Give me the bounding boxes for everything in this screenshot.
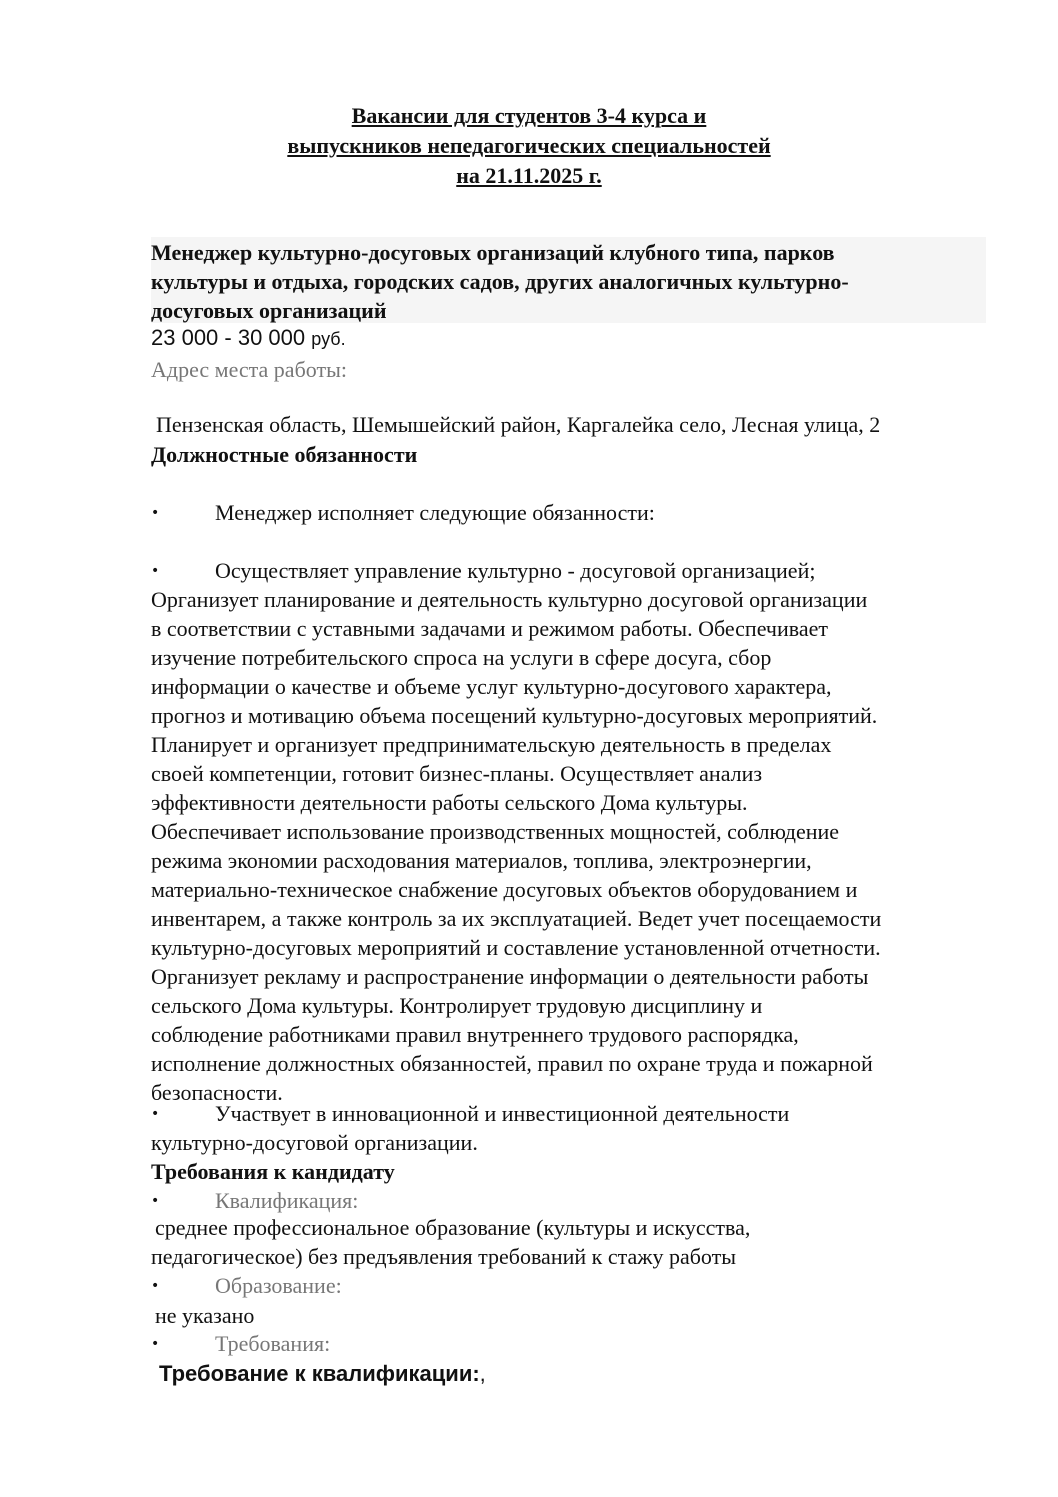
duty-body-line: прогноз и мотивацию объема посещений культурно-досуговых мероприятий.	[151, 703, 878, 728]
qualification-value-line-2	[151, 1242, 736, 1271]
requirements-heading: Требования к кандидату	[151, 1159, 395, 1184]
duty-body-line: Обеспечивает использование производственных мощностей, соблюдение	[151, 819, 840, 844]
duty-body-line: информации о качестве и объеме услуг культурно-досугового характера,	[151, 674, 832, 699]
duty-body-line: Планирует и организует предпринимательскую деятельность в пределах	[151, 732, 832, 757]
address-value: Пензенская область, Шемышейский район, Каргалейка село, Лесная улица, 2	[156, 412, 881, 437]
education-label: Образование:	[215, 1273, 342, 1298]
salary	[151, 322, 346, 355]
duty-body-line: Организует планирование и деятельность культурно досуговой организации	[151, 587, 868, 612]
duty-body-line: режима экономии расходования материалов, топлива, электроэнергии,	[151, 848, 812, 873]
title-line-3: на 21.11.2025 г.	[456, 163, 602, 188]
duty-body-line: сельского Дома культуры. Контролирует трудовую дисциплину и	[151, 993, 763, 1018]
vacancy-title-line-1: Менеджер культурно-досуговых организаций клубного типа, парков	[151, 240, 835, 265]
vacancy-title	[151, 237, 986, 323]
qualification-label: Квалификация:	[215, 1188, 359, 1213]
duty-item-2-body	[151, 585, 881, 1107]
qualification-requirement-comma: ,	[479, 1361, 486, 1386]
bullet-icon: •	[151, 1336, 160, 1352]
document-title	[0, 101, 1058, 191]
duty-body-line: исполнение должностных обязанностей, правил по охране труда и пожарной	[151, 1051, 873, 1076]
duties-heading: Должностные обязанности	[151, 442, 418, 467]
bullet-icon: •	[151, 505, 160, 521]
duty-body-line: культурно-досуговых мероприятий и составление установленной отчетности.	[151, 935, 881, 960]
duty-body-line: своей компетенции, готовит бизнес-планы. Осуществляет анализ	[151, 761, 763, 786]
qualification-value-line-2-text: педагогическое) без предъявления требований к стажу работы	[151, 1244, 737, 1269]
duty-item-3-continued	[151, 1128, 478, 1157]
qualification-value-line-1: среднее профессиональное образование (культуры и искусства,	[155, 1215, 751, 1240]
duty-item-2-text: Осуществляет управление культурно - досуговой организацией;	[215, 558, 816, 583]
bullet-icon: •	[151, 563, 160, 579]
education-value: не указано	[155, 1303, 255, 1328]
duty-body-line: эффективности деятельности работы сельского Дома культуры.	[151, 790, 748, 815]
duty-body-line: безопасности.	[151, 1080, 283, 1105]
bullet-icon: •	[151, 1106, 160, 1122]
qualification-requirement-heading	[159, 1359, 486, 1389]
duty-item-3-text: Участвует в инновационной и инвестиционной деятельности	[215, 1101, 790, 1126]
qualification-requirement-text: Требование к квалификации:	[159, 1361, 480, 1386]
duty-body-line: инвентарем, а также контроль за их эксплуатацией. Ведет учет посещаемости	[151, 906, 882, 931]
duty-body-line: культурно-досуговой организации.	[151, 1130, 478, 1155]
title-line-2: выпускников непедагогических специальностей	[287, 133, 771, 158]
duty-body-line: соблюдение работниками правил внутреннего трудового распорядка,	[151, 1022, 799, 1047]
address-label: Адрес места работы:	[151, 357, 347, 382]
vacancy-title-line-2: культуры и отдыха, городских садов, других аналогичных культурно-	[151, 269, 849, 294]
duty-body-line: в соответствии с уставными задачами и режимом работы. Обеспечивает	[151, 616, 829, 641]
salary-amount: 23 000 - 30 000	[151, 325, 306, 350]
duty-body-line: Организует рекламу и распространение информации о деятельности работы	[151, 964, 869, 989]
duty-body-line: изучение потребительского спроса на услуги в сфере досуга, сбор	[151, 645, 772, 670]
duty-body-line: материально-техническое снабжение досуговых объектов оборудованием и	[151, 877, 858, 902]
title-line-1: Вакансии для студентов 3-4 курса и	[351, 103, 707, 128]
requirements-label: Требования:	[215, 1331, 331, 1356]
bullet-icon: •	[151, 1193, 160, 1209]
vacancy-title-line-3: досуговых организаций	[151, 298, 387, 323]
salary-currency: руб.	[311, 329, 346, 349]
duty-item-1-text: Менеджер исполняет следующие обязанности:	[215, 500, 655, 525]
bullet-icon: •	[151, 1278, 160, 1294]
